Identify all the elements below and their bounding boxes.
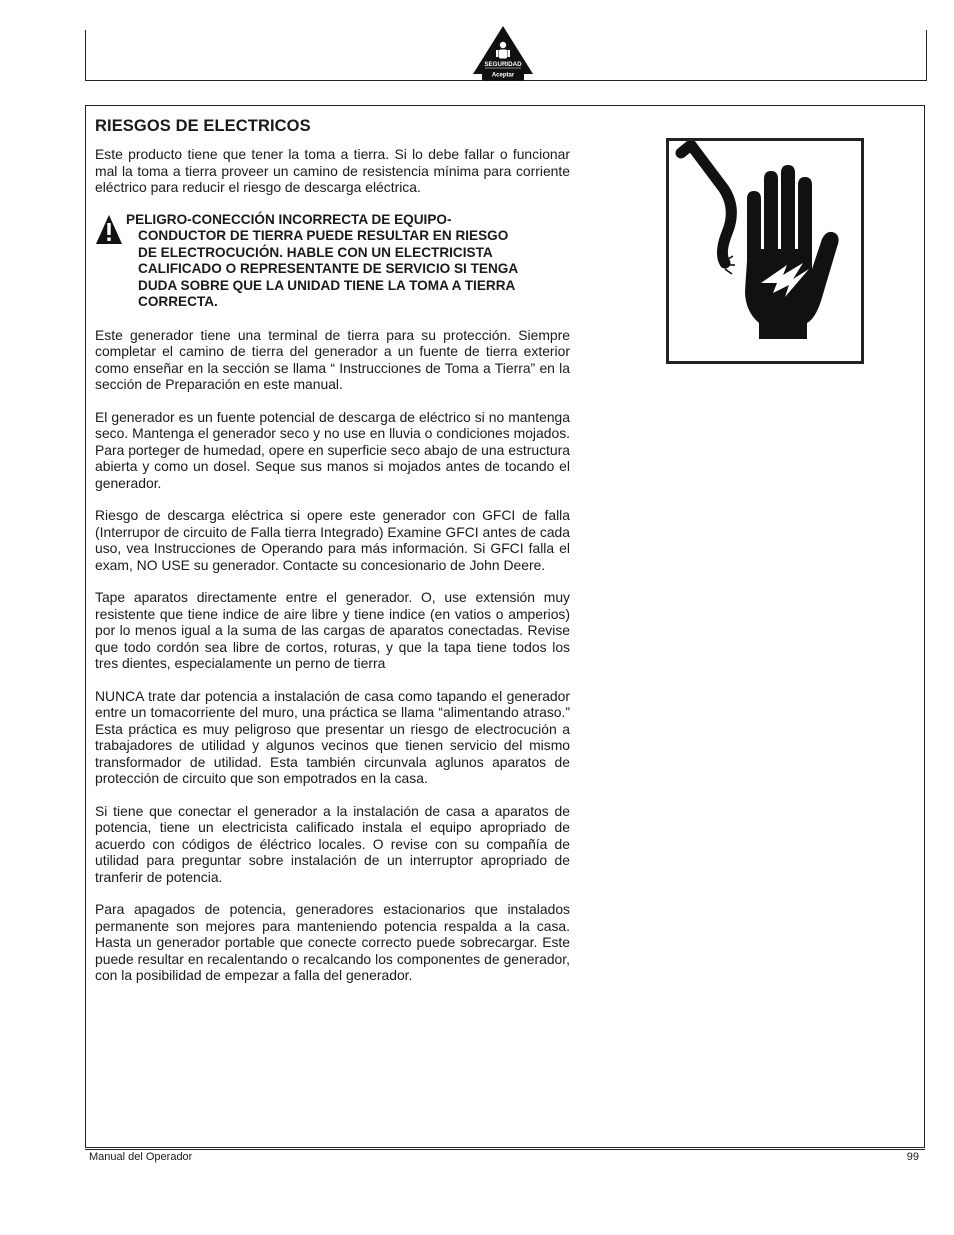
body-paragraph: Para apagados de potencia, generadores estacionarios que instalados permanente son mejores para manteniendo potencia respalda a la casa. Hasta un generador portable que conecte correcto puede sobrecargar. Este puede resultar en recalentando o recalcando los componentes de generador, con la posibilidad de empezar a falla del generador. [95, 901, 570, 983]
warning-line: DE ELECTROCUCIÓN. HABLE CON UN ELECTRICISTA [138, 244, 493, 260]
warning-triangle-icon [95, 214, 123, 246]
warning-line: CORRECTA. [138, 294, 218, 309]
section-title: RIESGOS DE ELECTRICOS [95, 117, 311, 135]
badge-top-text: SEGURIDAD [484, 61, 522, 68]
warning-line: CONDUCTOR DE TIERRA PUEDE RESULTAR EN RIESGO [138, 228, 509, 243]
manual-label: Manual del Operador [89, 1151, 193, 1163]
electric-shock-hazard-illustration [666, 138, 864, 364]
text-column [95, 117, 570, 1000]
body-paragraph: Este generador tiene una terminal de tierra para su protección. Siempre completar el camino de tierra del generador a un fuente de tierra exterior como enseñar en la sección se llama “ Instrucciones de Toma a Tierra” en la sección de Preparación en este manual. [95, 326, 570, 392]
body-paragraph: Tape aparatos directamente entre el generador. O, use extensión muy resistente que tiene indice de aire libre y tiene indice (en vatios o amperios) por lo menos igual a la suma de las cargas de aparatos conectadas. Revise que todo cordón sea libre de cortos, roturas, y que la tapa tiene todos los tres dientes, especialamente un perno de tierra [95, 589, 570, 671]
page-number: 99 [906, 1151, 919, 1163]
safety-alert-icon [470, 24, 536, 82]
intro-paragraph: Este producto tiene que tener la toma a tierra. Si lo debe fallar o funcionar mal la toma a tierra proveer un camino de resistencia mínima para corriente eléctrico para reducir el riesgo de descarga eléctrica. [95, 146, 570, 195]
warning-line: DUDA SOBRE QUE LA UNIDAD TIENE LA TOMA A TIERRA [138, 277, 516, 293]
warning-text [126, 212, 570, 311]
hand-shock-icon [669, 141, 861, 361]
badge-bottom-text: Aceptar [491, 72, 515, 79]
danger-warning [95, 212, 570, 311]
body-paragraph: NUNCA trate dar potencia a instalación de casa como tapando el generador entre un tomacorriente del muro, una práctica se llama “alimentando atraso.” Esta práctica es muy peligroso que presentar un riesgo de electrocución a trabajadores de utilidad y algunos vecinos que tienen servicio del mismo transformador de utilidad. Esta también circunvala aglunos aparatos de protección de circuito que son empotrados en la casa. [95, 687, 570, 786]
body-paragraph: Si tiene que conectar el generador a la instalación de casa a aparatos de potencia, tiene un electricista calificado instala el equipo apropriado de acuerdo con códigos de éléctrico locales. O revise con su compañía de utilidad para preguntar sobre instalación de un interruptor apropriado de tranferir de potencia. [95, 802, 570, 885]
warning-line: CALIFICADO O REPRESENTANTE DE SERVICIO SI TENGA [138, 261, 519, 276]
body-paragraph: El generador es un fuente potencial de descarga de eléctrico si no mantenga seco. Mantenga el generador seco y no use en lluvia o condiciones mojados. Para porteger de humedad, opere en superficie seco abajo de una estructura abierta y como un dosel. Seque sus manos si mojados antes de tocando el generador. [95, 408, 570, 491]
warning-line: PELIGRO-CONECCIÓN INCORRECTA DE EQUIPO- [126, 211, 452, 227]
footer-rule [85, 1149, 925, 1150]
body-paragraph: Riesgo de descarga eléctrica si opere este generador con GFCI de falla (Interrupor de circuito de Falla tierra Integrado) Examine GFCI antes de cada uso, vea Instrucciones de Operando para más información. Si GFCI falla el exam, NO USE su generador. Contacte su concesionario de John Deere. [95, 507, 570, 573]
